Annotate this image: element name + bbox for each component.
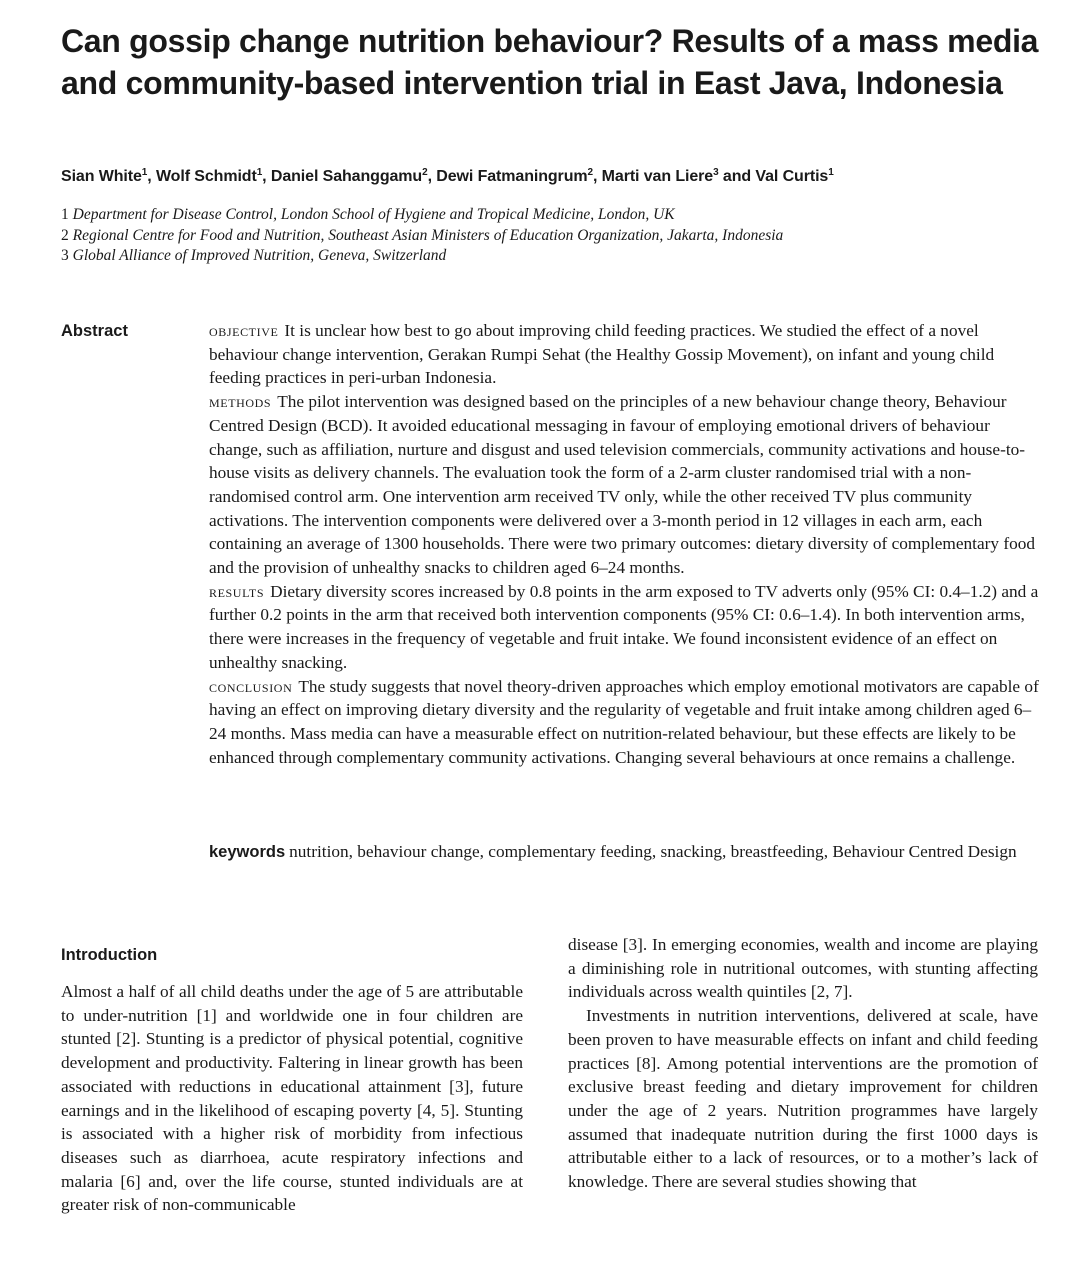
section-tag: methods xyxy=(209,392,272,412)
affiliation-marker: 1 xyxy=(256,167,263,178)
author-list xyxy=(61,166,1051,188)
abstract-results: results Dietary diversity scores increased by 0.8 points in the arm exposed to TV adverts only (95% CI: 0.4–1.2) and a further 0.2 points in the arm that received both intervention components (95% CI: 0.6–1.4). In both intervention arms, there were increases in the frequency of vegetable and fruit intake. We found inconsistent evidence of an effect on unhealthy snacking. xyxy=(209,581,1039,672)
column-right xyxy=(568,933,1038,1194)
paper-title: Can gossip change nutrition behaviour? Results of a mass media and community-based intervention trial in East Java, Indonesia xyxy=(61,23,1039,101)
introduction-heading: Introduction xyxy=(61,946,158,964)
abstract-conclusion: conclusion The study suggests that novel theory-driven approaches which employ emotional motivators are capable of having an effect on improving dietary diversity and the regularity of vegetable and fruit intake among children aged 6–24 months. Mass media can have a measurable effect on nutrition-related behaviour, but these effects are likely to be enhanced through complementary community activations. Changing several behaviours at once remains a challenge. xyxy=(209,676,1039,767)
affiliation-marker: 1 xyxy=(828,167,834,178)
abstract-body xyxy=(209,319,1039,769)
abstract-label: Abstract xyxy=(61,322,128,340)
author: Marti van Liere$^3$ and xyxy=(601,167,756,185)
section-tag: conclusion xyxy=(209,676,293,696)
affiliation-list xyxy=(61,205,1051,267)
section-tag: objective xyxy=(209,321,279,340)
author: Dewi Fatmaningrum$^2$, xyxy=(436,167,602,185)
author: Sian White$^1$, xyxy=(61,167,156,185)
body-paragraph: Investments in nutrition interventions, delivered at scale, have been proven to have measurable effects on infant and child feeding practices [8]. Among potential interventions are the promotion of exclusive breast feeding and dietary improvement for children under the age of 2 years. Nutrition programmes have largely assumed that inadequate nutrition during the first 1000 days is attributable either to a lack of resources, or to a mother’s lack of knowledge. There are several studies showing that xyxy=(568,1006,1038,1192)
keywords xyxy=(209,840,1039,865)
author: Val Curtis$^1$ xyxy=(755,167,834,185)
author: Wolf Schmidt$^1$, xyxy=(155,167,271,185)
affiliation: 1 Department for Disease Control, London School of Hygiene and Tropical Medicine, London, UK xyxy=(61,206,675,223)
affiliation: 2 Regional Centre for Food and Nutrition, Southeast Asian Ministers of Education Organization, Jakarta, Indonesia xyxy=(61,226,784,244)
affiliation-marker: 2 xyxy=(422,167,428,178)
affiliation-marker: 2 xyxy=(587,167,593,178)
column-left xyxy=(61,944,523,1217)
body-paragraph: Almost a half of all child deaths under the age of 5 are attributable to under-nutrition [1] and worldwide one in four children are stunted [2]. Stunting is a predictor of physical potential, cognitive development and productivity. Faltering in linear growth has been associated with reductions in educational attainment [3], future earnings and in the likelihood of escaping poverty [4, 5]. Stunting is associated with a higher risk of morbidity from infectious diseases such as diarrhoea, acute respiratory infections and malaria [6] and, over the life course, stunted individuals are at greater risk of non-communicable xyxy=(61,982,523,1215)
affiliation: 3 Global Alliance of Improved Nutrition, Geneva, Switzerland xyxy=(61,247,447,264)
affiliation-marker: 3 xyxy=(713,167,719,178)
section-tag: results xyxy=(209,581,265,601)
keywords-label: keywords xyxy=(209,843,286,861)
body-paragraph: disease [3]. In emerging economies, wealth and income are playing a diminishing role in nutritional outcomes, with stunting affecting individuals across wealth quintiles [2, 7]. xyxy=(568,935,1038,1002)
abstract-methods: methods The pilot intervention was designed based on the principles of a new behaviour change theory, Behaviour Centred Design (BCD). It avoided educational messaging in favour of employing emotional drivers of behaviour change, such as affiliation, nurture and disgust and used television commercials, community activations and house-to-house visits as delivery channels. The evaluation took the form of a 2-arm cluster randomised trial with a non-randomised control arm. One intervention arm received TV only, while the other received TV plus community activations. The intervention components were delivered over a 3-month period in 12 villages in each arm, each containing an average of 1300 households. There were two primary outcomes: dietary diversity of complementary food and the provision of unhealthy snacks to children aged 6–24 months. xyxy=(209,392,1036,578)
abstract-objective: objective It is unclear how best to go about improving child feeding practices. We studied the effect of a novel behaviour change intervention, Gerakan Rumpi Sehat (the Healthy Gossip Movement), on infant and young child feeding practices in peri-urban Indonesia. xyxy=(209,321,995,388)
affiliation-marker: 1 xyxy=(141,167,148,178)
author: Daniel Sahanggamu$^2$, xyxy=(270,167,437,185)
keywords-list: nutrition, behaviour change, complementary feeding, snacking, breastfeeding, Behaviour Centred Design xyxy=(289,842,1017,861)
